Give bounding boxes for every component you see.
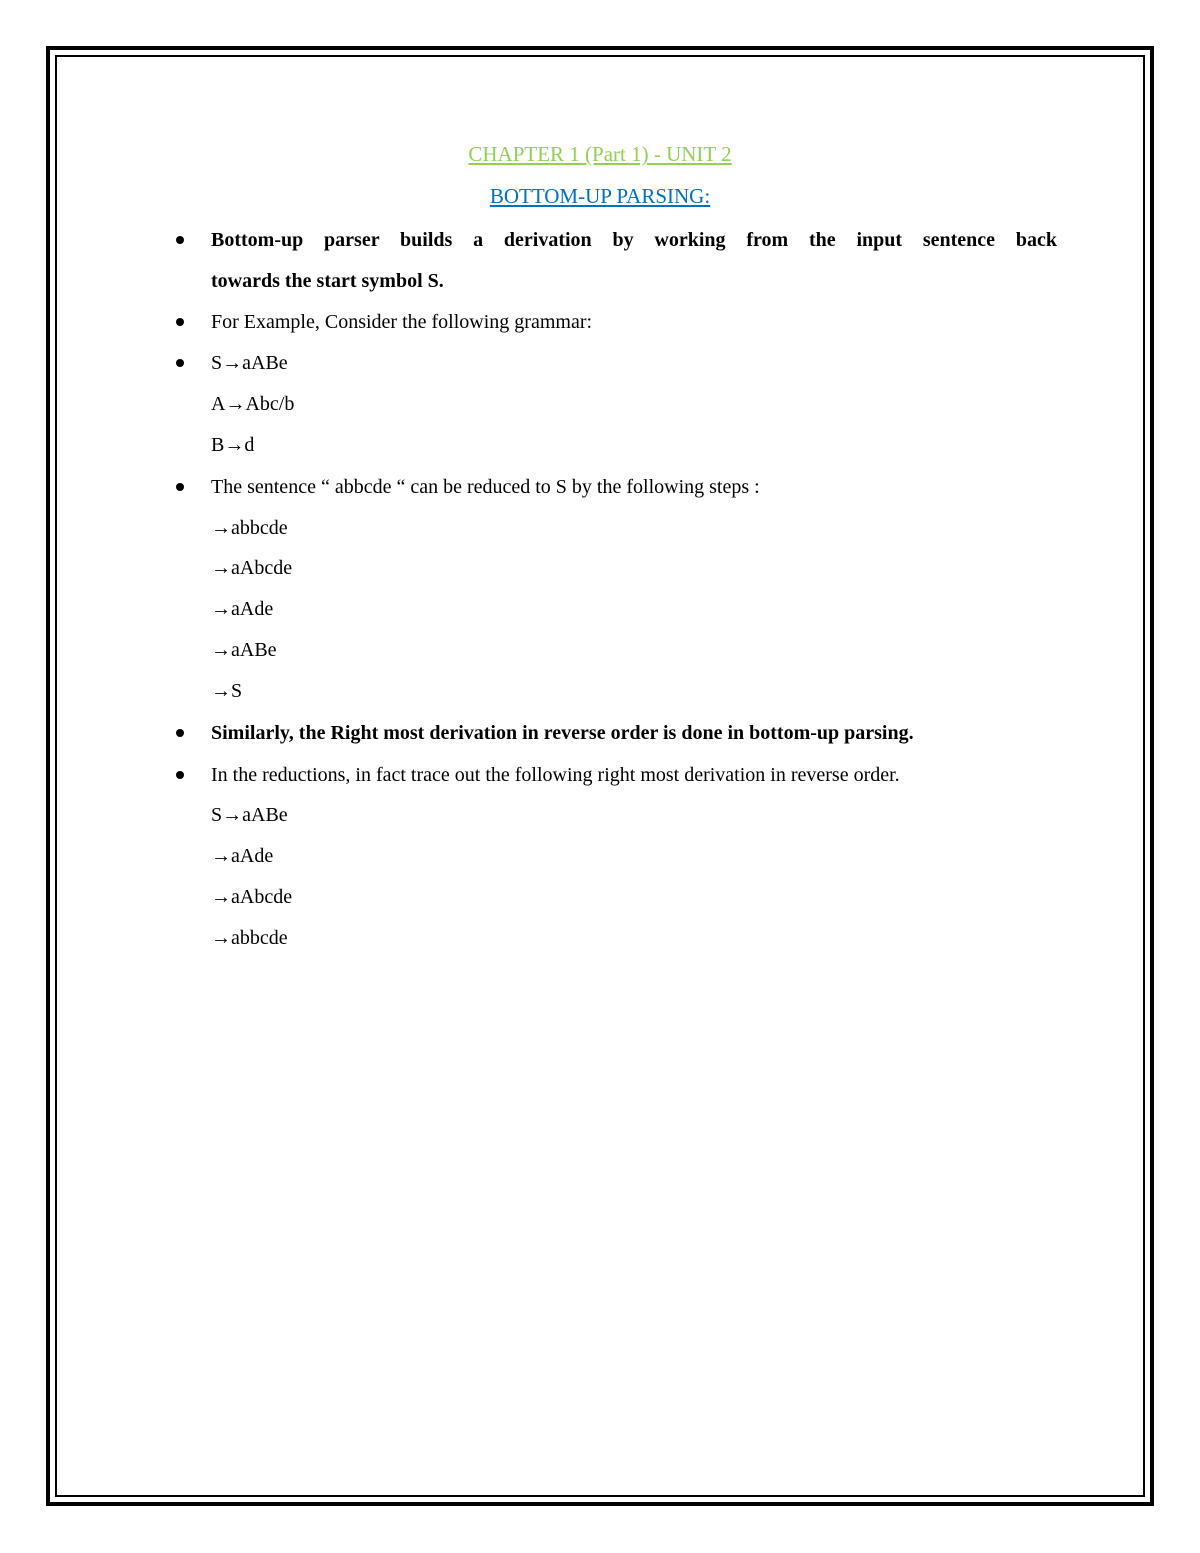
bullet-icon [176,483,184,491]
grammar-rule-s: S→aABe [211,352,288,374]
reduction-step: →aAde [211,598,274,620]
chapter-title: CHAPTER 1 (Part 1) - UNIT 2 [468,142,732,166]
bullet-icon [176,318,184,326]
bullet-5: Similarly, the Right most derivation in reverse order is done in bottom-up parsing. [211,722,914,744]
rightmost-derivation-step: →aAbcde [211,886,293,908]
arrow-icon: → [211,845,231,867]
bullet-icon [176,771,184,779]
arrow-icon: → [224,434,245,456]
grammar-rule-b: B→d [211,434,255,456]
rightmost-derivation-step: →aAde [211,845,274,867]
reduction-step: →abbcde [211,517,288,539]
arrow-icon: → [211,680,231,702]
bullet-2: For Example, Consider the following grammar: [211,311,593,333]
arrow-icon: → [222,352,243,374]
bullet-1-line-1: Bottom-up parser builds a derivation by working from the input sentence back [211,229,1057,251]
rightmost-derivation-step: →abbcde [211,927,288,949]
grammar-rule-a: A→Abc/b [211,393,295,415]
arrow-icon: → [211,517,231,539]
arrow-icon: → [211,598,231,620]
reduction-step: →aAbcde [211,557,293,579]
bullet-icon [176,236,184,244]
bullet-6: In the reductions, in fact trace out the following right most derivation in reverse order. [211,764,900,786]
arrow-icon: → [222,804,243,826]
arrow-icon: → [225,393,246,415]
reduction-step: →aABe [211,639,277,661]
rightmost-derivation-step: S→aABe [211,804,288,826]
arrow-icon: → [211,639,231,661]
arrow-icon: → [211,886,231,908]
bullet-icon [176,729,184,737]
bullet-1-line-2: towards the start symbol S. [211,270,444,292]
section-title: BOTTOM-UP PARSING: [489,184,711,208]
arrow-icon: → [211,927,231,949]
bullet-4: The sentence “ abbcde “ can be reduced to S by the following steps : [211,476,760,498]
bullet-icon [176,359,184,367]
arrow-icon: → [211,557,231,579]
reduction-step: →S [211,680,243,702]
